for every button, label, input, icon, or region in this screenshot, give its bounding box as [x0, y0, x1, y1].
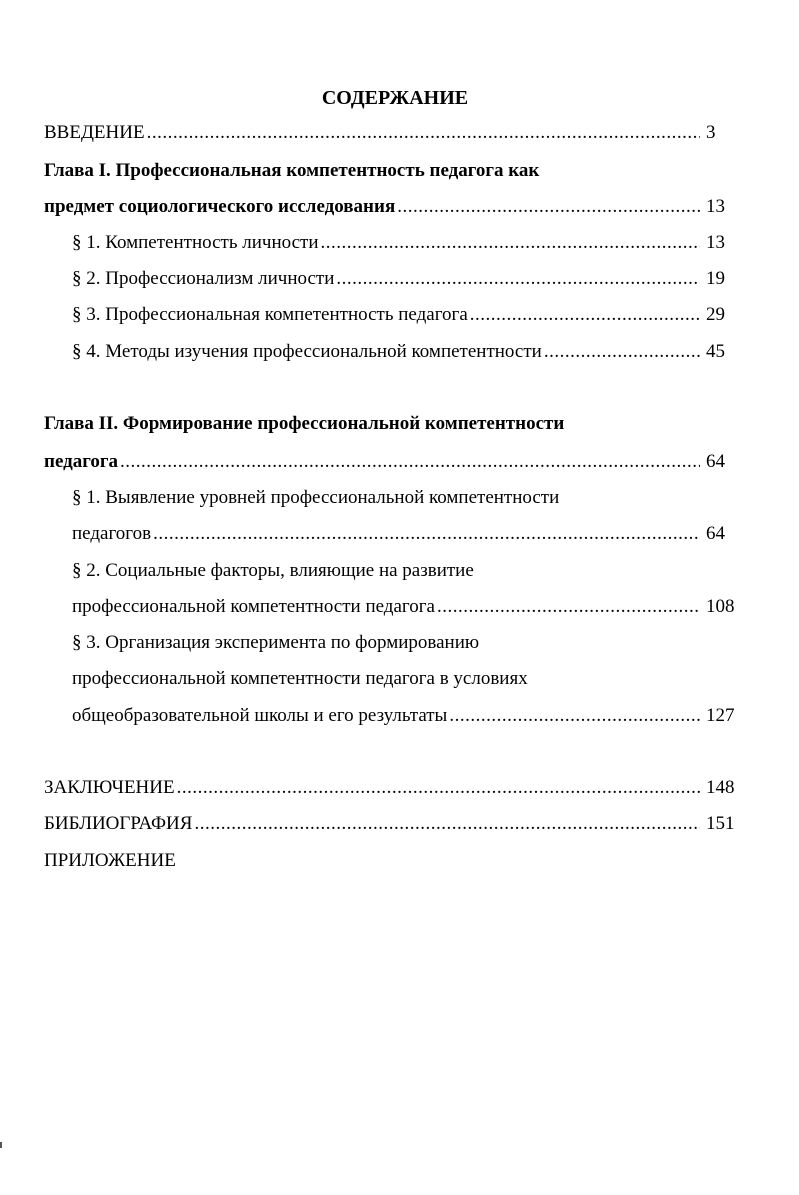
toc-entry-page: 64 — [706, 451, 725, 472]
toc-entry-page: 108 — [706, 596, 735, 617]
dot-leader — [397, 195, 700, 219]
toc-entry-page: 45 — [706, 341, 725, 362]
dot-leader — [147, 121, 700, 145]
toc-entry-label: § 2. Профессионализм личности — [72, 268, 335, 289]
toc-entry-page: 3 — [706, 122, 716, 143]
toc-entry-conclusion — [44, 776, 744, 800]
toc-entry-page: 13 — [706, 196, 725, 217]
toc-entry-label: педагогов — [72, 523, 152, 544]
toc-entry-label: общеобразовательной школы и его результаты — [72, 705, 448, 726]
toc-entry-ch2-sec3 — [72, 704, 744, 728]
dot-leader — [321, 231, 701, 255]
toc-entry-ch2-sec2 — [72, 595, 744, 619]
toc-entry-intro — [44, 121, 744, 145]
scan-mark — [0, 1142, 2, 1148]
dot-leader — [470, 303, 700, 327]
toc-entry-page: 29 — [706, 304, 725, 325]
toc-entry-label: § 4. Методы изучения профессиональной компетентности — [72, 341, 542, 362]
dot-leader — [177, 776, 700, 800]
toc-entry-ch2-sec1 — [72, 522, 744, 546]
chapter-2-heading: Глава II. Формирование профессиональной компетентности — [44, 413, 565, 434]
toc-entry-label: ЗАКЛЮЧЕНИЕ — [44, 777, 175, 798]
toc-entry-label: БИБЛИОГРАФИЯ — [44, 813, 193, 834]
toc-entry-page: 19 — [706, 268, 725, 289]
ch2-sec3-line2: профессиональной компетентности педагога в условиях — [72, 668, 528, 689]
dot-leader — [437, 595, 700, 619]
toc-entry-label: § 3. Профессиональная компетентность педагога — [72, 304, 468, 325]
dot-leader — [120, 450, 700, 474]
toc-entry-ch1-sec4 — [72, 340, 744, 364]
toc-entry-page: 13 — [706, 232, 725, 253]
toc-entry-label: педагога — [44, 451, 119, 472]
toc-entry-page: 64 — [706, 523, 725, 544]
toc-entry-page: 127 — [706, 705, 735, 726]
dot-leader — [153, 522, 700, 546]
toc-entry-label: предмет социологического исследования — [44, 196, 396, 217]
ch2-sec2-line1: § 2. Социальные факторы, влияющие на развитие — [72, 560, 474, 581]
dot-leader — [544, 340, 700, 364]
toc-entry-label: профессиональной компетентности педагога — [72, 596, 435, 617]
toc-entry-ch1-sec3 — [72, 303, 744, 327]
toc-entry-appendix: ПРИЛОЖЕНИЕ — [44, 850, 176, 871]
toc-entry-ch1-sec2 — [72, 267, 744, 291]
dot-leader — [336, 267, 700, 291]
page-title: СОДЕРЖАНИЕ — [321, 87, 469, 109]
toc-entry-page: 151 — [706, 813, 735, 834]
dot-leader — [449, 704, 700, 728]
toc-entry-bibliography — [44, 812, 744, 836]
toc-entry-ch1-sec1 — [72, 231, 744, 255]
toc-entry-page: 148 — [706, 777, 735, 798]
ch2-sec1-line1: § 1. Выявление уровней профессиональной компетентности — [72, 487, 560, 508]
toc-entry-label: ВВЕДЕНИЕ — [44, 122, 145, 143]
toc-entry-chapter-1 — [44, 195, 744, 219]
ch2-sec3-line1: § 3. Организация эксперимента по формированию — [72, 632, 480, 653]
chapter-1-heading: Глава I. Профессиональная компетентность педагога как — [44, 160, 540, 181]
toc-entry-label: § 1. Компетентность личности — [72, 232, 319, 253]
toc-entry-chapter-2 — [44, 450, 744, 474]
dot-leader — [194, 812, 700, 836]
